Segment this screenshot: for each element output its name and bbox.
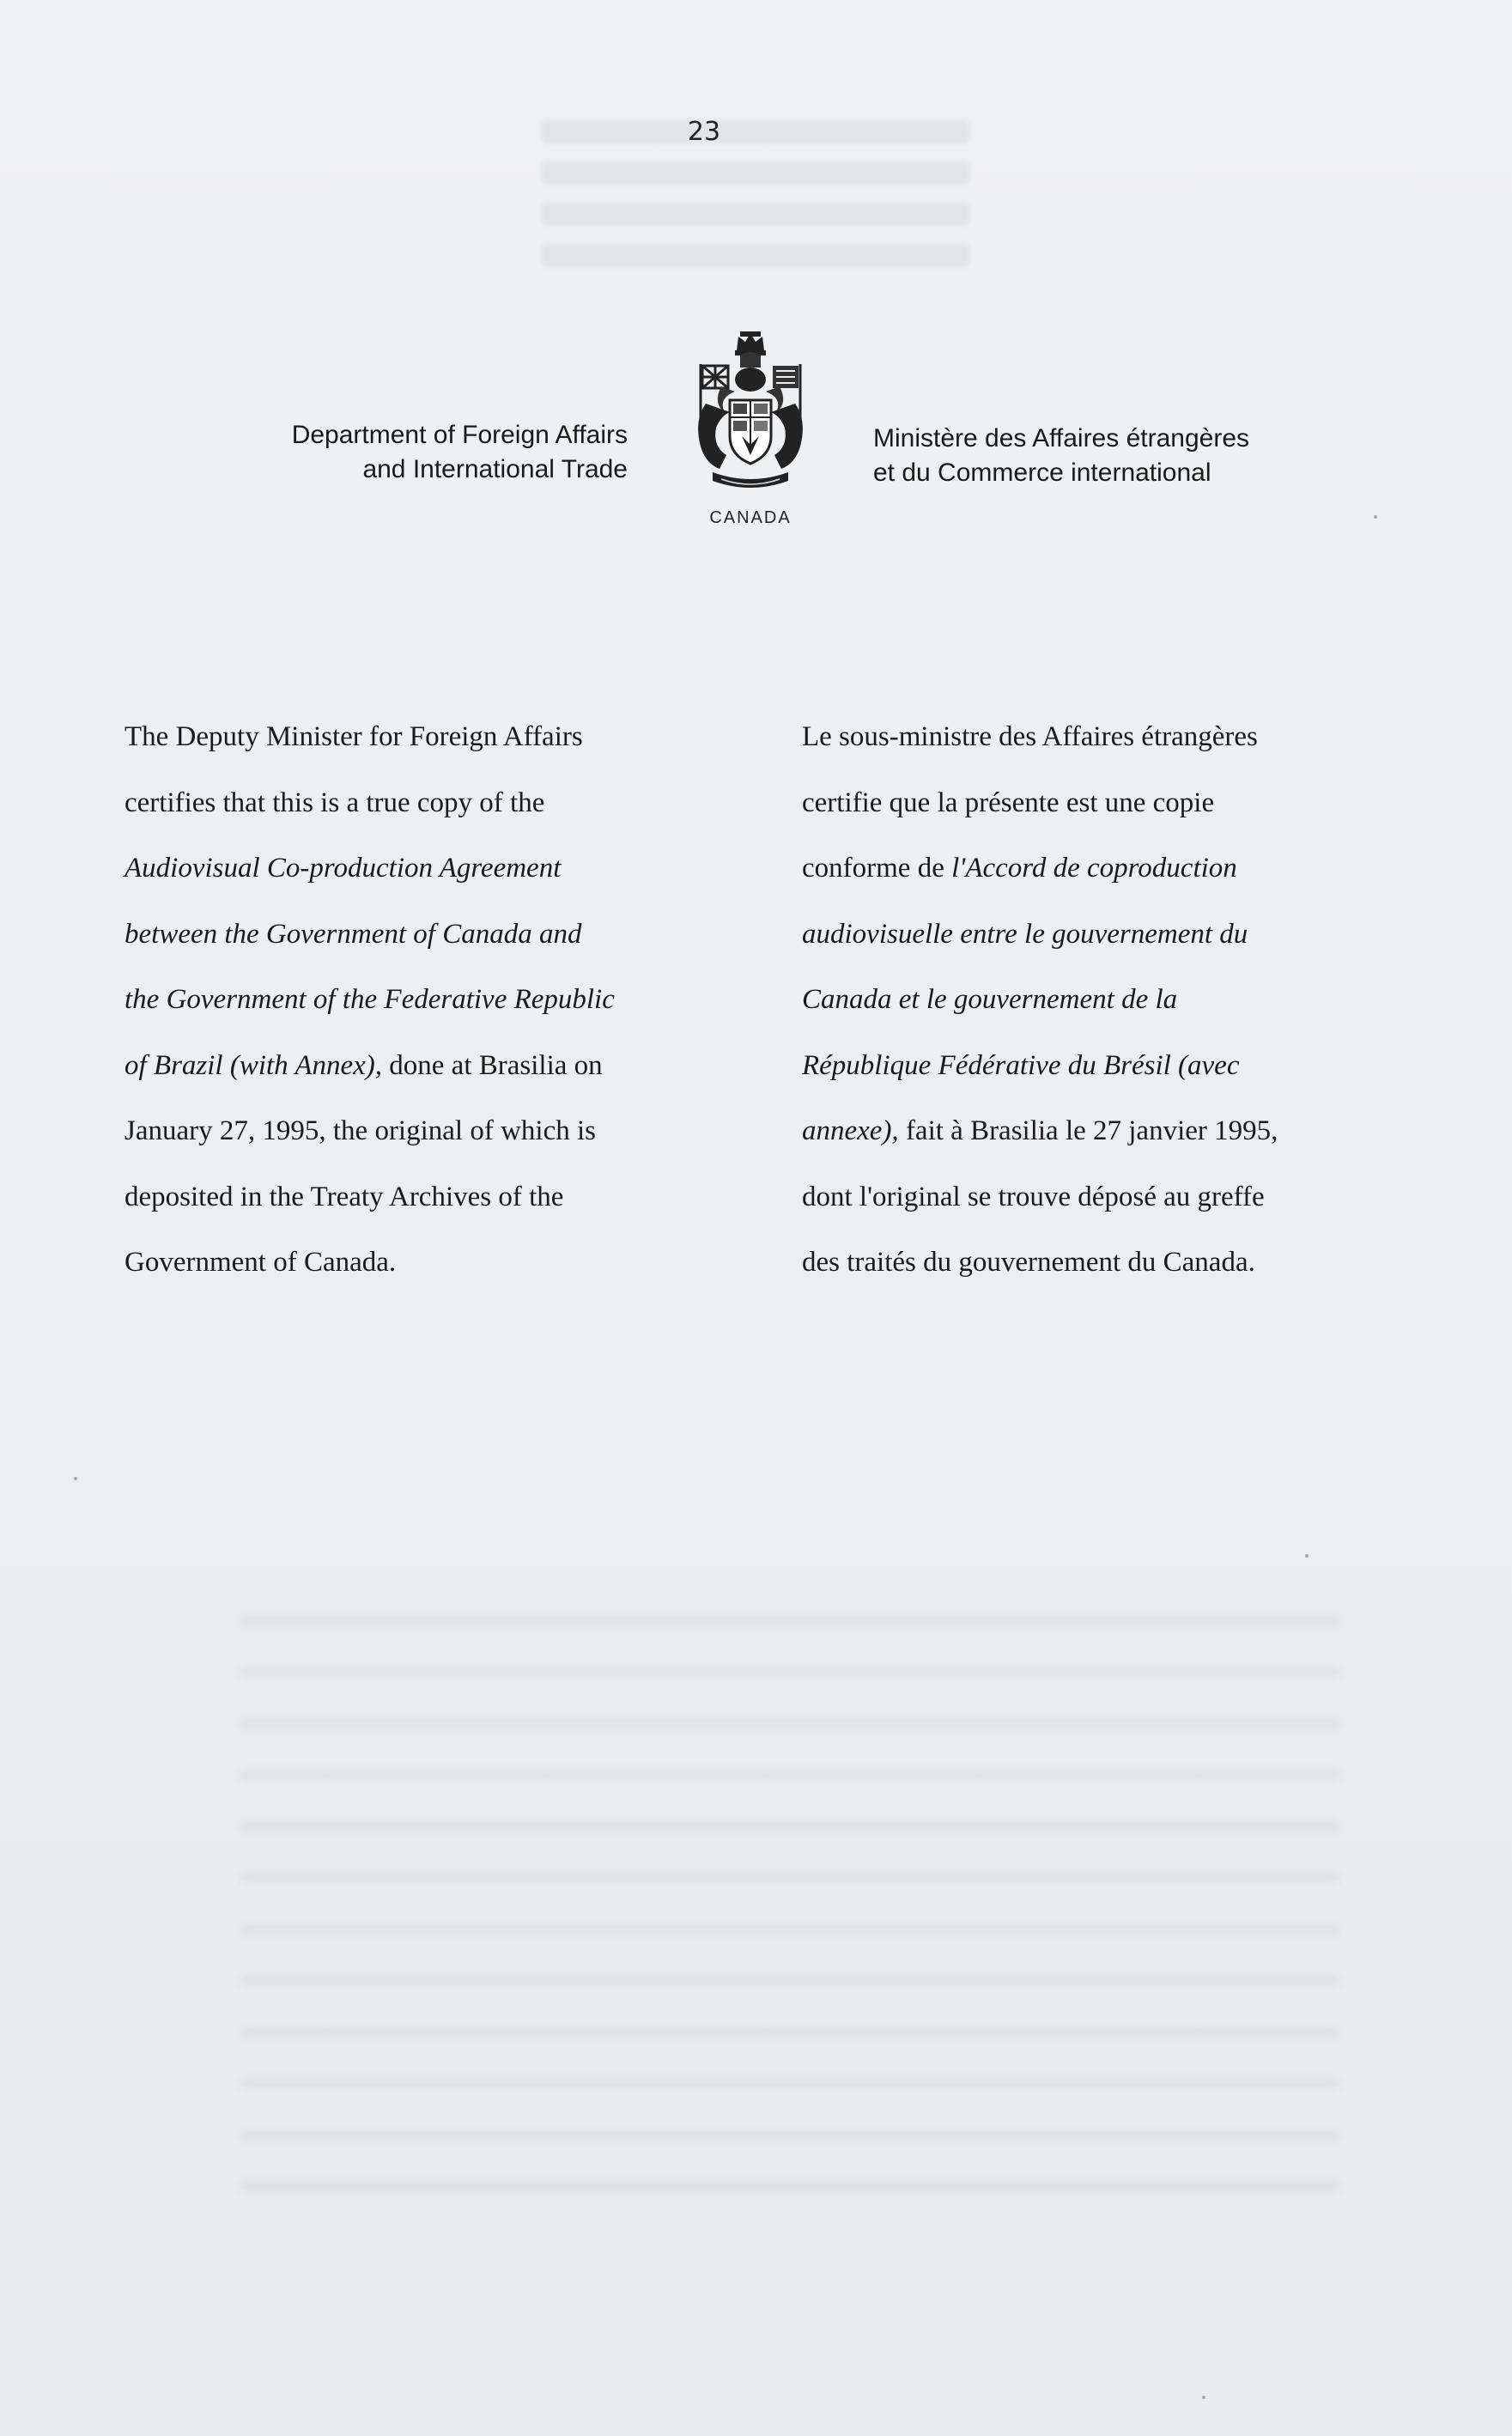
certificate-line — [802, 835, 1403, 902]
certificate-english — [124, 704, 708, 1296]
paper-speck — [1374, 515, 1377, 519]
certificate-line — [124, 1230, 708, 1296]
line-tail-text: done at Brasilia on — [382, 1049, 603, 1081]
paper-speck — [1305, 1554, 1309, 1558]
line-italic-text: annexe), — [802, 1115, 899, 1146]
letterhead — [0, 326, 1512, 550]
line-text: des traités du gouvernement du Canada. — [802, 1247, 1255, 1278]
certificate-line — [802, 902, 1403, 968]
coat-of-arms-icon — [687, 326, 814, 498]
line-italic-text: of Brazil (with Annex), — [124, 1049, 383, 1081]
line-text: The Deputy Minister for Foreign Affairs — [124, 721, 583, 752]
line-italic-text: between the Government of Canada and — [124, 918, 582, 950]
certificate-line — [802, 1098, 1403, 1164]
line-text: Government of Canada. — [124, 1247, 397, 1278]
department-en-line-1: Department of Foreign Affairs — [291, 421, 628, 449]
certificate-line — [802, 1164, 1403, 1230]
certificate-line — [124, 770, 708, 836]
certificate-line — [802, 1033, 1403, 1099]
certificate-french — [802, 704, 1403, 1296]
paper-speck — [74, 1477, 77, 1480]
certificate-line — [124, 902, 708, 968]
line-text: conforme de — [802, 853, 952, 884]
line-text: January 27, 1995, the original of which is — [124, 1115, 596, 1146]
certificate-line — [802, 704, 1403, 770]
line-text: dont l'original se trouve déposé au greffe — [802, 1181, 1265, 1212]
department-fr-line-2: et du Commerce international — [873, 459, 1211, 487]
page-number: 23 — [687, 117, 721, 147]
certificate-line — [124, 835, 708, 902]
line-text: deposited in the Treaty Archives of the — [124, 1181, 564, 1212]
department-en-line-2: and International Trade — [362, 455, 628, 483]
line-text: certifies that this is a true copy of the — [124, 787, 545, 818]
certificate-line — [802, 1230, 1403, 1296]
certificate-line — [124, 1098, 708, 1164]
line-italic-text: Canada et le gouvernement de la — [802, 984, 1178, 1015]
bleed-through-text — [240, 1614, 1339, 2232]
line-tail-text: fait à Brasilia le 27 janvier 1995, — [898, 1115, 1278, 1146]
line-italic-text: Audiovisual Co-production Agreement — [124, 853, 562, 884]
department-fr-line-1: Ministère des Affaires étrangères — [873, 424, 1250, 453]
certificate-line — [124, 1164, 708, 1230]
certificate-line — [124, 1033, 708, 1099]
line-text: certifie que la présente est une copie — [802, 787, 1215, 818]
department-name-french — [873, 422, 1249, 490]
certificate-line — [124, 967, 708, 1033]
certificate-line — [802, 967, 1403, 1033]
line-italic-text: audiovisuelle entre le gouvernement du — [802, 918, 1248, 950]
crest-label: CANADA — [709, 508, 792, 527]
line-text: Le sous-ministre des Affaires étrangères — [802, 721, 1258, 752]
line-italic-text: République Fédérative du Brésil (avec — [802, 1049, 1240, 1081]
paper-speck — [1202, 2396, 1205, 2399]
certificate-line — [802, 770, 1403, 836]
line-italic-text: l'Accord de coproduction — [951, 853, 1237, 884]
department-name-english — [292, 418, 628, 487]
line-italic-text: the Government of the Federative Republic — [124, 984, 615, 1015]
certificate-line — [124, 704, 708, 770]
